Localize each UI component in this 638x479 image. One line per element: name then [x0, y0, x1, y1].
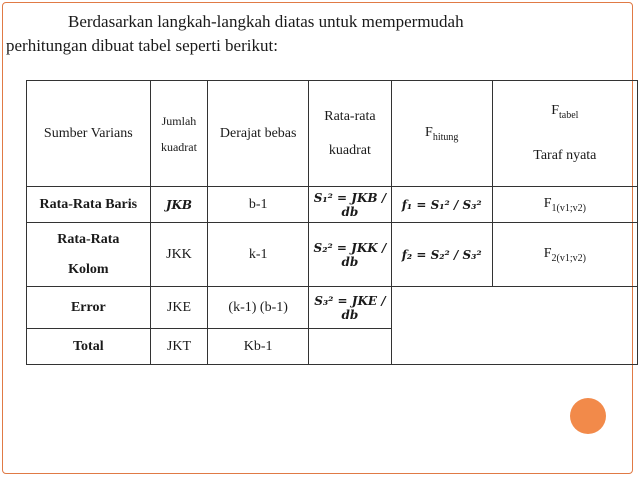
row-ftabel-sub: 2(v1;v2): [551, 252, 586, 264]
row-sumber-line1: Rata-Rata: [57, 231, 120, 247]
row-ftabel: [492, 187, 637, 223]
header-rata-line1: Rata-rata: [324, 108, 376, 124]
row-sumber-line2: Kolom: [68, 261, 109, 277]
header-ftabel-main: F: [551, 103, 560, 119]
header-ftabel: [492, 81, 637, 187]
row-jk: JKE: [150, 287, 208, 329]
row-sumber: Total: [27, 329, 151, 365]
row-rk-empty: [309, 329, 392, 365]
header-fhitung: [391, 81, 492, 187]
intro-line-1: Berdasarkan langkah-langkah diatas untuk mempermudah: [68, 12, 464, 31]
row-fh-formula: f₂ = S₂² / S₃²: [391, 223, 492, 287]
table-row: [27, 223, 638, 287]
header-jumlah-kuadrat: [150, 81, 208, 187]
header-jumlah-line2: kuadrat: [160, 139, 197, 154]
table-header-row: [27, 81, 638, 187]
anova-table: [26, 80, 638, 365]
row-ftabel-main: F: [543, 195, 552, 211]
header-sumber: Sumber Varians: [27, 81, 151, 187]
row-rk-formula: S₃² = JKE / db: [309, 287, 392, 329]
row-jk: JKT: [150, 329, 208, 365]
row-sumber: Rata-Rata Baris: [27, 187, 151, 223]
header-ftabel-sub: tabel: [559, 109, 579, 121]
row-db: (k-1) (b-1): [208, 287, 309, 329]
row-rk-formula: S₁² = JKB / db: [309, 187, 392, 223]
row-db: Kb-1: [208, 329, 309, 365]
empty-cell: [391, 287, 637, 365]
row-ftabel: [492, 223, 637, 287]
row-ftabel-main: F: [543, 245, 552, 261]
table-row: [27, 187, 638, 223]
row-db: b-1: [208, 187, 309, 223]
header-fhitung-main: F: [425, 124, 433, 140]
row-sumber: [27, 223, 151, 287]
row-rk-formula: S₂² = JKK / db: [309, 223, 392, 287]
row-jk: JKK: [150, 223, 208, 287]
header-derajat: Derajat bebas: [208, 81, 309, 187]
row-jk: JKB: [150, 187, 208, 223]
intro-line-2: perhitungan dibuat tabel seperti berikut:: [6, 36, 278, 55]
table-row: [27, 287, 638, 329]
header-fhitung-sub: hitung: [432, 131, 459, 143]
row-fh-formula: f₁ = S₁² / S₃²: [391, 187, 492, 223]
intro-paragraph: [6, 10, 606, 58]
decorative-circle: [570, 398, 606, 434]
header-taraf: Taraf nyata: [533, 147, 597, 163]
header-rata-kuadrat: [309, 81, 392, 187]
header-rata-line2: kuadrat: [328, 142, 371, 158]
row-db: k-1: [208, 223, 309, 287]
row-sumber: Error: [27, 287, 151, 329]
row-ftabel-sub: 1(v1;v2): [551, 202, 586, 214]
header-jumlah-line1: Jumlah: [161, 113, 197, 128]
